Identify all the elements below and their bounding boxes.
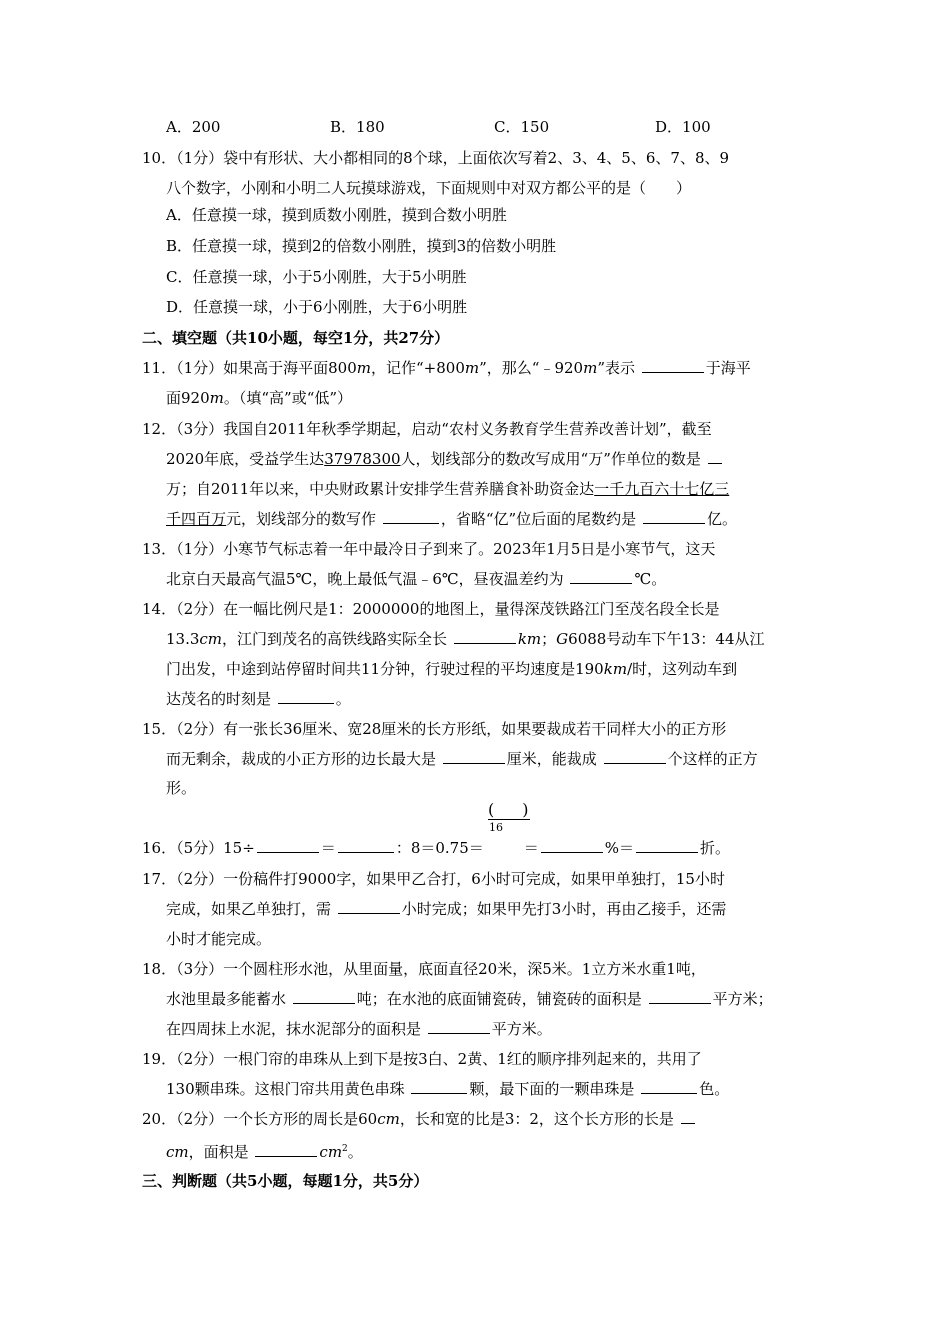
q16-blank-1[interactable] [257, 838, 319, 853]
q15-blank-2[interactable] [604, 749, 666, 764]
q16-fraction-parens: () [488, 800, 557, 819]
q18-blank-3[interactable] [428, 1019, 490, 1034]
q18-line1: 18．（3分）一个圆柱形水池，从里面量，底面直径20米，深5米。1立方米水重1吨， [142, 960, 706, 978]
q9-option-a: A．200 [166, 118, 221, 136]
q14-line2: 13.3cm，江门到茂名的高铁线路实际全长 km；G6088号动车下午13：44从江 [166, 630, 765, 648]
q10-line2: 八个数字，小刚和小明二人玩摸球游戏，下面规则中对双方都公平的是（ ） [166, 179, 692, 197]
q10-option-c: C．任意摸一球，小于5小刚胜，大于5小明胜 [166, 268, 467, 286]
q12-line1: 12．（3分）我国自2011年秋季学期起，启动“农村义务教育学生营养改善计划”，截至 [142, 420, 712, 438]
q12-blank-1[interactable] [708, 449, 722, 464]
q17-line2: 完成，如果乙单独打，需 小时完成；如果甲先打3小时，再由乙接手，还需 [166, 900, 727, 918]
q19-line1: 19．（2分）一根门帘的串珠从上到下是按3白、2黄、1红的顺序排列起来的，共用了 [142, 1050, 702, 1068]
q17-line3: 小时才能完成。 [166, 930, 272, 948]
q18-blank-2[interactable] [649, 989, 711, 1004]
q11-blank[interactable] [642, 358, 704, 373]
q12-underlined-number: 37978300 [324, 450, 401, 468]
q12-blank-2[interactable] [383, 509, 439, 524]
q10-line1: 10．（1分）袋中有形状、大小都相同的8个球，上面依次写着2、3、4、5、6、7、8、9 [142, 149, 730, 167]
q13-blank[interactable] [570, 569, 632, 584]
q19-blank-1[interactable] [411, 1079, 467, 1094]
q18-line3: 在四周抹上水泥，抹水泥部分的面积是 平方米。 [166, 1020, 552, 1038]
q19-blank-2[interactable] [641, 1079, 697, 1094]
q20-blank-2[interactable] [255, 1142, 317, 1157]
q12-underlined-amount-1: 一千九百六十七亿三 [594, 480, 730, 498]
q16-blank-4[interactable] [636, 838, 698, 853]
q13-line2: 北京白天最高气温5℃，晚上最低气温﹣6℃，昼夜温差约为 ℃。 [166, 570, 667, 588]
q19-line2: 130颗串珠。这根门帘共用黄色串珠 颗，最下面的一颗串珠是 色。 [166, 1080, 730, 1098]
section2-title: 二、填空题（共10小题，每空1分，共27分） [142, 329, 450, 347]
q14-blank-2[interactable] [278, 689, 334, 704]
q9-option-d: D．100 [655, 118, 711, 136]
q12-line4: 千四百万元，划线部分的数写作 ，省略“亿”位后面的尾数约是 亿。 [166, 510, 737, 528]
q9-option-b: B．180 [330, 118, 385, 136]
q16-blank-3[interactable] [541, 838, 603, 853]
q13-line1: 13．（1分）小寒节气标志着一年中最冷日子到来了。2023年1月5日是小寒节气，这天 [142, 540, 716, 558]
q14-line3: 门出发，中途到站停留时间共11分钟，行驶过程的平均速度是190km/时，这列动车到 [166, 660, 738, 678]
section3-title: 三、判断题（共5小题，每题1分，共5分） [142, 1172, 429, 1190]
q9-option-c: C．150 [494, 118, 550, 136]
q12-line3: 万；自2011年以来，中央财政累计安排学生营养膳食补助资金达一千九百六十七亿三 [166, 480, 730, 498]
q17-blank-1[interactable] [338, 899, 400, 914]
q11-line1: 11．（1分）如果高于海平面800m，记作“+800m”，那么“﹣920m”表示 于海平 [142, 359, 751, 377]
q18-line2: 水池里最多能蓄水 吨；在水池的底面铺瓷砖，铺瓷砖的面积是 平方米； [166, 990, 773, 1008]
q16-fraction-bar [488, 819, 530, 820]
q20-blank-1[interactable] [681, 1109, 695, 1124]
q20-line1: 20．（2分）一个长方形的周长是60cm，长和宽的比是3：2，这个长方形的长是 [142, 1109, 697, 1129]
q12-underlined-amount-2: 千四百万 [166, 510, 227, 528]
q11-line2: 面920m。（填“高”或“低”） [166, 389, 353, 407]
q16-fraction-denominator: 16 [489, 821, 503, 834]
q18-blank-1[interactable] [293, 989, 355, 1004]
q12-blank-3[interactable] [643, 509, 705, 524]
q14-line1: 14．（2分）在一幅比例尺是1：2000000的地图上，量得深茂铁路江门至茂名段全长是 [142, 600, 720, 618]
q10-option-a: A．任意摸一球，摸到质数小刚胜，摸到合数小明胜 [166, 206, 507, 224]
q12-line2: 2020年底，受益学生达37978300人，划线部分的数改写成用“万”作单位的数是 [166, 449, 724, 469]
q16-blank-2[interactable] [338, 838, 394, 853]
q15-blank-1[interactable] [443, 749, 505, 764]
q14-line4: 达茂名的时刻是 。 [166, 690, 351, 708]
q16-line1: 16．（5分）15÷ ＝ ：8＝0.75＝ ＝ %＝ 折。 [142, 839, 731, 857]
q17-line1: 17．（2分）一份稿件打9000字，如果甲乙合打，6小时可完成，如果甲单独打，15小时 [142, 870, 725, 888]
q15-line2: 而无剩余，裁成的小正方形的边长最大是 厘米，能裁成 个这样的正方 [166, 750, 758, 768]
q15-line1: 15．（2分）有一张长36厘米、宽28厘米的长方形纸，如果要裁成若干同样大小的正方形 [142, 720, 727, 738]
q14-blank-1[interactable] [454, 629, 516, 644]
q15-line3: 形。 [166, 779, 197, 797]
q20-line2: cm，面积是 $cm^2$。 [166, 1143, 363, 1161]
q10-option-b: B．任意摸一球，摸到2的倍数小刚胜，摸到3的倍数小明胜 [166, 237, 557, 255]
q10-option-d: D．任意摸一球，小于6小刚胜，大于6小明胜 [166, 298, 468, 316]
